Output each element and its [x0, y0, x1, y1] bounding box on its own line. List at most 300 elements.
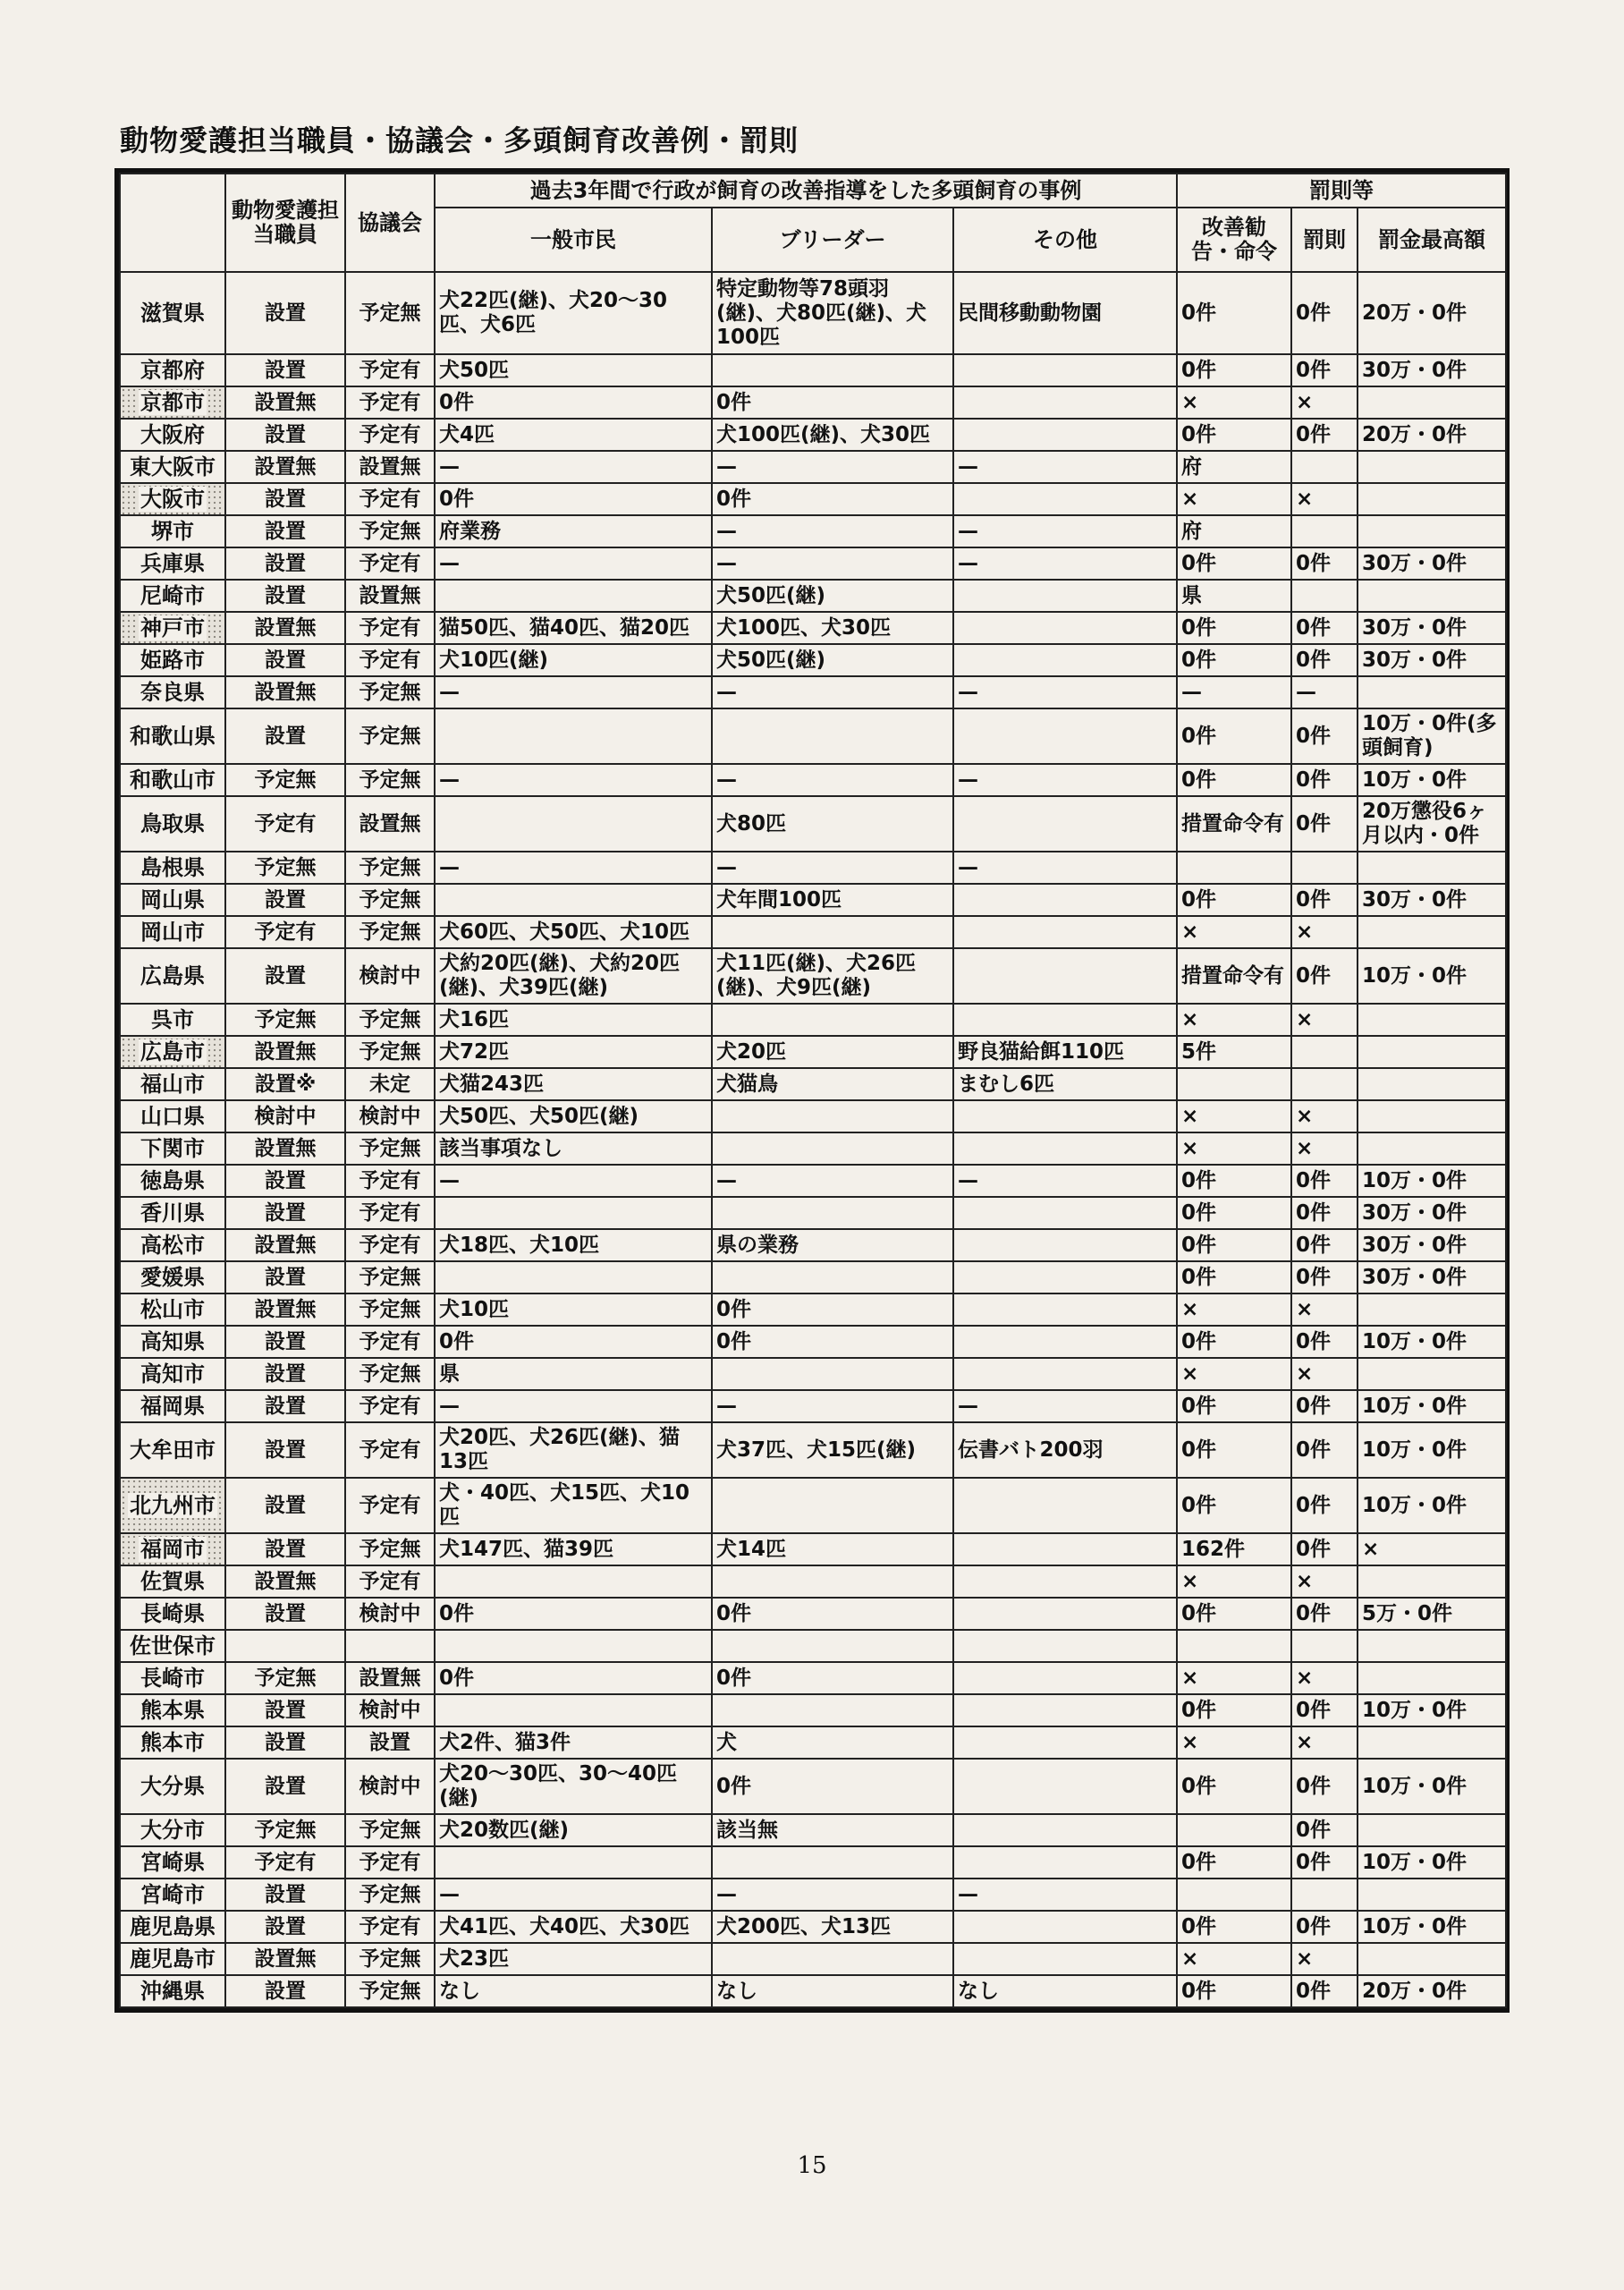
- cell-max-fine: 10万・0件: [1358, 1694, 1506, 1726]
- table-row: [120, 1326, 1506, 1358]
- cell-municipality: [120, 764, 225, 796]
- cell-breeder: [712, 1943, 953, 1975]
- table-row: [120, 1975, 1506, 2007]
- cell-recommendation: [1177, 1068, 1291, 1100]
- cell-staff: 設置: [225, 1911, 345, 1943]
- municipality-name: 徳島県: [140, 1167, 205, 1193]
- cell-breeder: —: [712, 852, 953, 884]
- cell-council: 予定有: [345, 1326, 435, 1358]
- header-recommendation: 改善勧告・命令: [1177, 208, 1291, 272]
- cell-breeder: なし: [712, 1975, 953, 2007]
- cell-council: 未定: [345, 1068, 435, 1100]
- header-cases-group: 過去3年間で行政が飼育の改善指導をした多頭飼育の事例: [435, 174, 1177, 208]
- cell-council: 検討中: [345, 1694, 435, 1726]
- cell-other: [953, 1229, 1177, 1261]
- cell-recommendation: 0件: [1177, 1422, 1291, 1478]
- table-row: [120, 948, 1506, 1004]
- cell-municipality: [120, 483, 225, 515]
- cell-recommendation: [1177, 1814, 1291, 1846]
- cell-municipality: [120, 354, 225, 386]
- cell-council: 予定無: [345, 916, 435, 948]
- cell-max-fine: 5万・0件: [1358, 1598, 1506, 1630]
- cell-max-fine: 10万・0件: [1358, 1478, 1506, 1533]
- header-penalty: 罰則: [1291, 208, 1358, 272]
- table-row: [120, 884, 1506, 916]
- cell-municipality: [120, 1036, 225, 1068]
- cell-breeder: [712, 1132, 953, 1165]
- table-row: [120, 580, 1506, 612]
- cell-staff: 予定無: [225, 1004, 345, 1036]
- data-table-wrapper: [114, 168, 1510, 2013]
- cell-recommendation: 0件: [1177, 1261, 1291, 1293]
- cell-penalty: 0件: [1291, 1422, 1358, 1478]
- cell-max-fine: [1358, 1814, 1506, 1846]
- cell-penalty: 0件: [1291, 1261, 1358, 1293]
- cell-other: [953, 1630, 1177, 1662]
- cell-staff: 予定無: [225, 852, 345, 884]
- cell-citizen: 犬41匹、犬40匹、犬30匹: [435, 1911, 712, 1943]
- cell-penalty: 0件: [1291, 708, 1358, 764]
- cell-breeder: —: [712, 451, 953, 483]
- cell-max-fine: [1358, 916, 1506, 948]
- cell-citizen: —: [435, 547, 712, 580]
- cell-council: 検討中: [345, 1759, 435, 1814]
- table-row: [120, 676, 1506, 708]
- cell-citizen: 犬4匹: [435, 419, 712, 451]
- table-row: [120, 1478, 1506, 1533]
- table-row: [120, 1565, 1506, 1598]
- cell-staff: 設置: [225, 1197, 345, 1229]
- cell-recommendation: 0件: [1177, 272, 1291, 354]
- table-row: [120, 419, 1506, 451]
- cell-municipality: [120, 1975, 225, 2007]
- cell-max-fine: [1358, 451, 1506, 483]
- cell-municipality: [120, 884, 225, 916]
- cell-municipality: [120, 1759, 225, 1814]
- table-row: [120, 1132, 1506, 1165]
- cell-staff: 予定有: [225, 1846, 345, 1879]
- municipality-name: 高松市: [140, 1232, 205, 1258]
- cell-municipality: [120, 1165, 225, 1197]
- cell-recommendation: ×: [1177, 483, 1291, 515]
- cell-penalty: 0件: [1291, 1598, 1358, 1630]
- cell-other: [953, 1814, 1177, 1846]
- cell-municipality: [120, 1229, 225, 1261]
- cell-recommendation: 162件: [1177, 1533, 1291, 1565]
- cell-breeder: 0件: [712, 483, 953, 515]
- table-row: [120, 916, 1506, 948]
- cell-municipality: [120, 580, 225, 612]
- cell-municipality: [120, 852, 225, 884]
- cell-penalty: 0件: [1291, 1759, 1358, 1814]
- municipality-name: 愛媛県: [140, 1264, 205, 1290]
- cell-council: 予定有: [345, 644, 435, 676]
- cell-council: 予定無: [345, 1975, 435, 2007]
- cell-municipality: [120, 515, 225, 547]
- cell-penalty: ×: [1291, 1726, 1358, 1759]
- cell-other: —: [953, 451, 1177, 483]
- cell-municipality: [120, 1132, 225, 1165]
- municipality-name: 高知県: [140, 1328, 205, 1354]
- cell-citizen: [435, 580, 712, 612]
- municipality-name: 神戸市: [140, 615, 205, 640]
- cell-municipality: [120, 1478, 225, 1533]
- table-row: [120, 386, 1506, 419]
- cell-penalty: 0件: [1291, 796, 1358, 852]
- cell-staff: 設置: [225, 515, 345, 547]
- cell-breeder: 犬200匹、犬13匹: [712, 1911, 953, 1943]
- cell-recommendation: 0件: [1177, 1759, 1291, 1814]
- cell-municipality: [120, 547, 225, 580]
- table-row: [120, 1293, 1506, 1326]
- cell-staff: 設置無: [225, 1565, 345, 1598]
- table-row: [120, 547, 1506, 580]
- cell-staff: [225, 1630, 345, 1662]
- cell-staff: 検討中: [225, 1100, 345, 1132]
- cell-citizen: 府業務: [435, 515, 712, 547]
- cell-recommendation: 0件: [1177, 1598, 1291, 1630]
- cell-breeder: [712, 1197, 953, 1229]
- table-row: [120, 483, 1506, 515]
- cell-council: 予定無: [345, 852, 435, 884]
- header-staff: 動物愛護担当職員: [225, 174, 345, 272]
- municipality-name: 熊本市: [140, 1729, 205, 1755]
- cell-recommendation: ×: [1177, 1726, 1291, 1759]
- cell-council: 設置無: [345, 796, 435, 852]
- cell-municipality: [120, 1390, 225, 1422]
- table-row: [120, 1004, 1506, 1036]
- table-row: [120, 1846, 1506, 1879]
- cell-max-fine: [1358, 1036, 1506, 1068]
- municipality-name: 和歌山市: [130, 767, 216, 793]
- table-body: [120, 272, 1506, 2007]
- cell-recommendation: ×: [1177, 1132, 1291, 1165]
- cell-council: 予定有: [345, 483, 435, 515]
- cell-citizen: [435, 708, 712, 764]
- cell-council: 予定無: [345, 1132, 435, 1165]
- cell-recommendation: 0件: [1177, 1694, 1291, 1726]
- cell-breeder: 犬80匹: [712, 796, 953, 852]
- cell-breeder: [712, 1004, 953, 1036]
- cell-recommendation: 0件: [1177, 1326, 1291, 1358]
- cell-citizen: 0件: [435, 1662, 712, 1694]
- cell-citizen: 犬2件、猫3件: [435, 1726, 712, 1759]
- cell-municipality: [120, 644, 225, 676]
- cell-municipality: [120, 1911, 225, 1943]
- table-row: [120, 1726, 1506, 1759]
- header-penalty-group: 罰則等: [1177, 174, 1506, 208]
- cell-recommendation: —: [1177, 676, 1291, 708]
- cell-council: 予定無: [345, 1533, 435, 1565]
- municipality-name: 東大阪市: [130, 454, 216, 479]
- cell-council: 予定有: [345, 1165, 435, 1197]
- cell-recommendation: 0件: [1177, 1846, 1291, 1879]
- cell-staff: 設置: [225, 1694, 345, 1726]
- municipality-name: 鹿児島市: [130, 1946, 216, 1972]
- table-row: [120, 1598, 1506, 1630]
- cell-municipality: [120, 419, 225, 451]
- cell-other: [953, 1598, 1177, 1630]
- cell-citizen: [435, 1694, 712, 1726]
- cell-recommendation: 0件: [1177, 884, 1291, 916]
- cell-staff: 設置無: [225, 451, 345, 483]
- cell-council: 予定無: [345, 1943, 435, 1975]
- table-row: [120, 1943, 1506, 1975]
- cell-max-fine: 30万・0件: [1358, 644, 1506, 676]
- table-row: [120, 852, 1506, 884]
- cell-max-fine: 30万・0件: [1358, 1197, 1506, 1229]
- cell-municipality: [120, 1879, 225, 1911]
- municipality-name: 兵庫県: [140, 550, 205, 576]
- header-other: その他: [953, 208, 1177, 272]
- cell-other: —: [953, 852, 1177, 884]
- cell-penalty: 0件: [1291, 1846, 1358, 1879]
- cell-max-fine: [1358, 515, 1506, 547]
- cell-penalty: ×: [1291, 1662, 1358, 1694]
- municipality-name: 鹿児島県: [130, 1913, 216, 1939]
- cell-municipality: [120, 1293, 225, 1326]
- cell-council: 予定無: [345, 1879, 435, 1911]
- cell-council: 予定有: [345, 1478, 435, 1533]
- cell-breeder: —: [712, 676, 953, 708]
- cell-municipality: [120, 451, 225, 483]
- cell-citizen: 犬20数匹(継): [435, 1814, 712, 1846]
- cell-max-fine: 30万・0件: [1358, 547, 1506, 580]
- cell-recommendation: 0件: [1177, 1229, 1291, 1261]
- cell-citizen: —: [435, 1390, 712, 1422]
- cell-other: [953, 1478, 1177, 1533]
- cell-penalty: 0件: [1291, 1165, 1358, 1197]
- cell-breeder: —: [712, 1879, 953, 1911]
- municipality-name: 宮崎市: [140, 1881, 205, 1907]
- cell-staff: 設置無: [225, 1036, 345, 1068]
- cell-council: 予定有: [345, 1565, 435, 1598]
- cell-recommendation: ×: [1177, 1293, 1291, 1326]
- cell-council: 予定有: [345, 1390, 435, 1422]
- cell-council: 設置無: [345, 580, 435, 612]
- cell-citizen: 該当事項なし: [435, 1132, 712, 1165]
- cell-council: 予定有: [345, 547, 435, 580]
- cell-staff: 設置: [225, 1598, 345, 1630]
- cell-other: [953, 1911, 1177, 1943]
- cell-max-fine: 10万・0件: [1358, 1422, 1506, 1478]
- cell-breeder: 0件: [712, 1293, 953, 1326]
- cell-council: 予定無: [345, 676, 435, 708]
- cell-council: 予定無: [345, 1293, 435, 1326]
- table-row: [120, 451, 1506, 483]
- cell-max-fine: [1358, 1943, 1506, 1975]
- cell-other: [953, 1533, 1177, 1565]
- cell-municipality: [120, 1068, 225, 1100]
- cell-citizen: 0件: [435, 386, 712, 419]
- cell-recommendation: [1177, 852, 1291, 884]
- municipality-name: 福山市: [140, 1071, 205, 1097]
- cell-penalty: [1291, 1630, 1358, 1662]
- cell-citizen: [435, 1846, 712, 1879]
- cell-other: [953, 1694, 1177, 1726]
- cell-staff: 予定有: [225, 916, 345, 948]
- cell-staff: 設置無: [225, 1943, 345, 1975]
- cell-other: —: [953, 547, 1177, 580]
- cell-citizen: 猫50匹、猫40匹、猫20匹: [435, 612, 712, 644]
- cell-other: まむし6匹: [953, 1068, 1177, 1100]
- municipality-name: 長崎県: [140, 1600, 205, 1626]
- cell-municipality: [120, 676, 225, 708]
- cell-citizen: 県: [435, 1358, 712, 1390]
- municipality-name: 長崎市: [140, 1665, 205, 1691]
- cell-max-fine: [1358, 676, 1506, 708]
- cell-municipality: [120, 1630, 225, 1662]
- municipality-name: 堺市: [151, 518, 194, 544]
- cell-recommendation: 0件: [1177, 644, 1291, 676]
- cell-penalty: 0件: [1291, 612, 1358, 644]
- cell-other: —: [953, 1165, 1177, 1197]
- cell-recommendation: 県: [1177, 580, 1291, 612]
- cell-council: 検討中: [345, 948, 435, 1004]
- cell-max-fine: 30万・0件: [1358, 1261, 1506, 1293]
- cell-other: 野良猫給餌110匹: [953, 1036, 1177, 1068]
- cell-recommendation: 0件: [1177, 1975, 1291, 2007]
- table-row: [120, 1911, 1506, 1943]
- cell-staff: 設置※: [225, 1068, 345, 1100]
- municipality-name: 大牟田市: [130, 1437, 216, 1463]
- cell-citizen: 犬22匹(継)、犬20～30匹、犬6匹: [435, 272, 712, 354]
- cell-other: [953, 884, 1177, 916]
- cell-municipality: [120, 1422, 225, 1478]
- cell-recommendation: [1177, 1630, 1291, 1662]
- cell-municipality: [120, 1943, 225, 1975]
- cell-breeder: 犬猫鳥: [712, 1068, 953, 1100]
- cell-citizen: —: [435, 451, 712, 483]
- cell-penalty: 0件: [1291, 1478, 1358, 1533]
- cell-penalty: 0件: [1291, 354, 1358, 386]
- cell-penalty: 0件: [1291, 884, 1358, 916]
- cell-staff: 設置: [225, 1326, 345, 1358]
- cell-max-fine: 10万・0件: [1358, 1759, 1506, 1814]
- cell-max-fine: 30万・0件: [1358, 354, 1506, 386]
- municipality-name: 尼崎市: [140, 582, 205, 608]
- cell-breeder: 犬50匹(継): [712, 580, 953, 612]
- cell-other: [953, 1565, 1177, 1598]
- table-row: [120, 1814, 1506, 1846]
- cell-staff: 設置無: [225, 1132, 345, 1165]
- cell-staff: 設置: [225, 354, 345, 386]
- cell-municipality: [120, 1694, 225, 1726]
- cell-recommendation: 府: [1177, 451, 1291, 483]
- cell-penalty: ×: [1291, 483, 1358, 515]
- table-row: [120, 1229, 1506, 1261]
- municipality-name: 和歌山県: [130, 723, 216, 749]
- municipality-name: 京都市: [140, 389, 205, 415]
- cell-municipality: [120, 272, 225, 354]
- cell-citizen: 犬約20匹(継)、犬約20匹(継)、犬39匹(継): [435, 948, 712, 1004]
- municipality-name: 沖縄県: [140, 1978, 205, 2004]
- municipality-name: 大阪市: [140, 486, 205, 512]
- cell-penalty: [1291, 1036, 1358, 1068]
- cell-staff: 設置: [225, 1478, 345, 1533]
- cell-council: 検討中: [345, 1100, 435, 1132]
- cell-citizen: 犬18匹、犬10匹: [435, 1229, 712, 1261]
- cell-staff: 設置無: [225, 386, 345, 419]
- cell-municipality: [120, 1598, 225, 1630]
- cell-recommendation: ×: [1177, 1004, 1291, 1036]
- cell-staff: 設置: [225, 1759, 345, 1814]
- cell-breeder: 犬100匹(継)、犬30匹: [712, 419, 953, 451]
- table-row: [120, 1694, 1506, 1726]
- cell-other: [953, 1326, 1177, 1358]
- table-row: [120, 708, 1506, 764]
- cell-penalty: 0件: [1291, 1197, 1358, 1229]
- cell-staff: 設置: [225, 1165, 345, 1197]
- cell-citizen: なし: [435, 1975, 712, 2007]
- cell-citizen: [435, 1630, 712, 1662]
- cell-penalty: 0件: [1291, 419, 1358, 451]
- cell-other: —: [953, 764, 1177, 796]
- cell-max-fine: 10万・0件: [1358, 1390, 1506, 1422]
- cell-municipality: [120, 386, 225, 419]
- cell-municipality: [120, 796, 225, 852]
- cell-recommendation: 府: [1177, 515, 1291, 547]
- municipality-name: 大阪府: [140, 421, 205, 447]
- municipality-name: 大分市: [140, 1817, 205, 1843]
- table-row: [120, 1261, 1506, 1293]
- cell-citizen: [435, 796, 712, 852]
- cell-penalty: ×: [1291, 1132, 1358, 1165]
- cell-breeder: [712, 1565, 953, 1598]
- cell-other: [953, 354, 1177, 386]
- cell-penalty: [1291, 852, 1358, 884]
- cell-max-fine: [1358, 1068, 1506, 1100]
- cell-penalty: 0件: [1291, 644, 1358, 676]
- cell-breeder: —: [712, 1390, 953, 1422]
- municipality-name: 松山市: [140, 1296, 205, 1322]
- cell-council: 予定無: [345, 515, 435, 547]
- cell-penalty: ×: [1291, 1358, 1358, 1390]
- cell-penalty: ×: [1291, 1943, 1358, 1975]
- cell-municipality: [120, 1846, 225, 1879]
- cell-recommendation: ×: [1177, 1565, 1291, 1598]
- cell-max-fine: 10万・0件(多頭飼育): [1358, 708, 1506, 764]
- header-citizen: 一般市民: [435, 208, 712, 272]
- cell-council: 予定有: [345, 1197, 435, 1229]
- cell-breeder: [712, 1261, 953, 1293]
- cell-max-fine: 10万・0件: [1358, 1165, 1506, 1197]
- cell-penalty: 0件: [1291, 1911, 1358, 1943]
- cell-staff: 設置無: [225, 676, 345, 708]
- cell-penalty: ×: [1291, 386, 1358, 419]
- cell-penalty: 0件: [1291, 948, 1358, 1004]
- cell-staff: 設置: [225, 1358, 345, 1390]
- cell-breeder: 犬100匹、犬30匹: [712, 612, 953, 644]
- corner-cell: [120, 174, 225, 272]
- cell-breeder: 0件: [712, 1662, 953, 1694]
- cell-max-fine: ×: [1358, 1533, 1506, 1565]
- cell-citizen: 0件: [435, 1326, 712, 1358]
- municipality-name: 高知市: [140, 1361, 205, 1387]
- municipality-name: 福岡県: [140, 1393, 205, 1419]
- cell-breeder: 特定動物等78頭羽(継)、犬80匹(継)、犬100匹: [712, 272, 953, 354]
- table-row: [120, 644, 1506, 676]
- cell-other: [953, 1004, 1177, 1036]
- municipality-name: 大分県: [140, 1773, 205, 1799]
- cell-penalty: 0件: [1291, 1229, 1358, 1261]
- cell-council: 予定無: [345, 1814, 435, 1846]
- cell-max-fine: [1358, 386, 1506, 419]
- cell-citizen: 犬猫243匹: [435, 1068, 712, 1100]
- municipality-name: 香川県: [140, 1200, 205, 1226]
- cell-breeder: [712, 1630, 953, 1662]
- cell-other: 伝書バト200羽: [953, 1422, 1177, 1478]
